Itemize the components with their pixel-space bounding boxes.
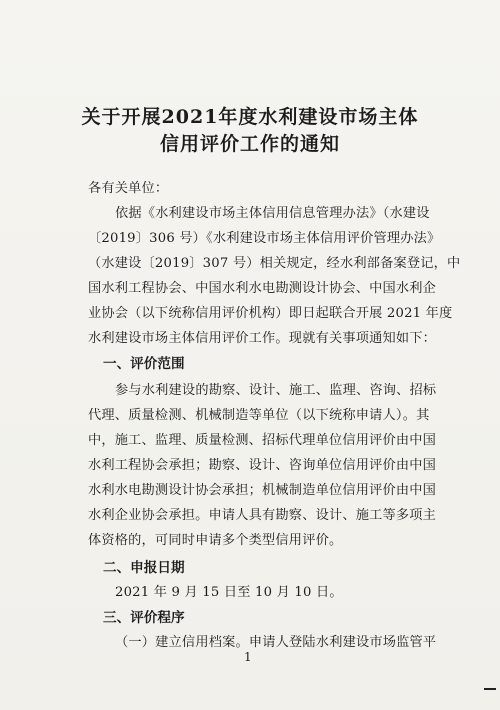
body-line: 中，施工、监理、质量检测、招标代理单位信用评价由中国 [88, 433, 437, 448]
salutation: 各有关单位： [88, 181, 169, 196]
scan-margin-mark [484, 688, 496, 690]
body-line: 业协会（以下统称信用评价机构）即日起联合开展 2021 年度 [88, 306, 453, 321]
body-line: 水利建设市场主体信用评价工作。现就有关事项通知如下： [88, 331, 437, 346]
body-line: 体资格的，可同时申请多个类型信用评价。 [88, 533, 343, 548]
body-line: 水利企业协会承担。申请人具有勘察、设计、施工等多项主 [88, 508, 437, 523]
document-title-line-1: 关于开展2021年度水利建设市场主体 [81, 106, 419, 128]
body-line: 〔2019〕306 号）《水利建设市场主体信用评价管理办法》 [88, 231, 441, 246]
page-number: 1 [244, 650, 252, 664]
document-title-line-2: 信用评价工作的通知 [159, 133, 340, 155]
body-line: 代理、质量检测、机械制造等单位（以下统称申请人）。其 [88, 408, 430, 423]
date-line: 2021 年 9 月 15 日至 10 月 10 日。 [115, 585, 343, 600]
section-heading-procedure: 三、评价程序 [103, 610, 185, 626]
body-line: （一）建立信用档案。申请人登陆水利建设市场监管平 [115, 635, 437, 650]
body-line: 国水利工程协会、中国水利水电勘测设计协会、中国水利企 [88, 281, 437, 296]
body-line: 水利水电勘测设计协会承担；机械制造单位信用评价由中国 [88, 483, 437, 498]
section-heading-scope: 一、评价范围 [103, 356, 185, 372]
body-line: 参与水利建设的勘察、设计、施工、监理、咨询、招标 [115, 383, 437, 398]
body-line: 水利工程协会承担；勘察、设计、咨询单位信用评价由中国 [88, 458, 437, 473]
body-line: （水建设〔2019〕307 号）相关规定，经水利部备案登记，中 [88, 256, 461, 271]
section-heading-dates: 二、申报日期 [103, 560, 185, 576]
body-line: 依据《水利建设市场主体信用信息管理办法》（水建设 [115, 206, 430, 221]
